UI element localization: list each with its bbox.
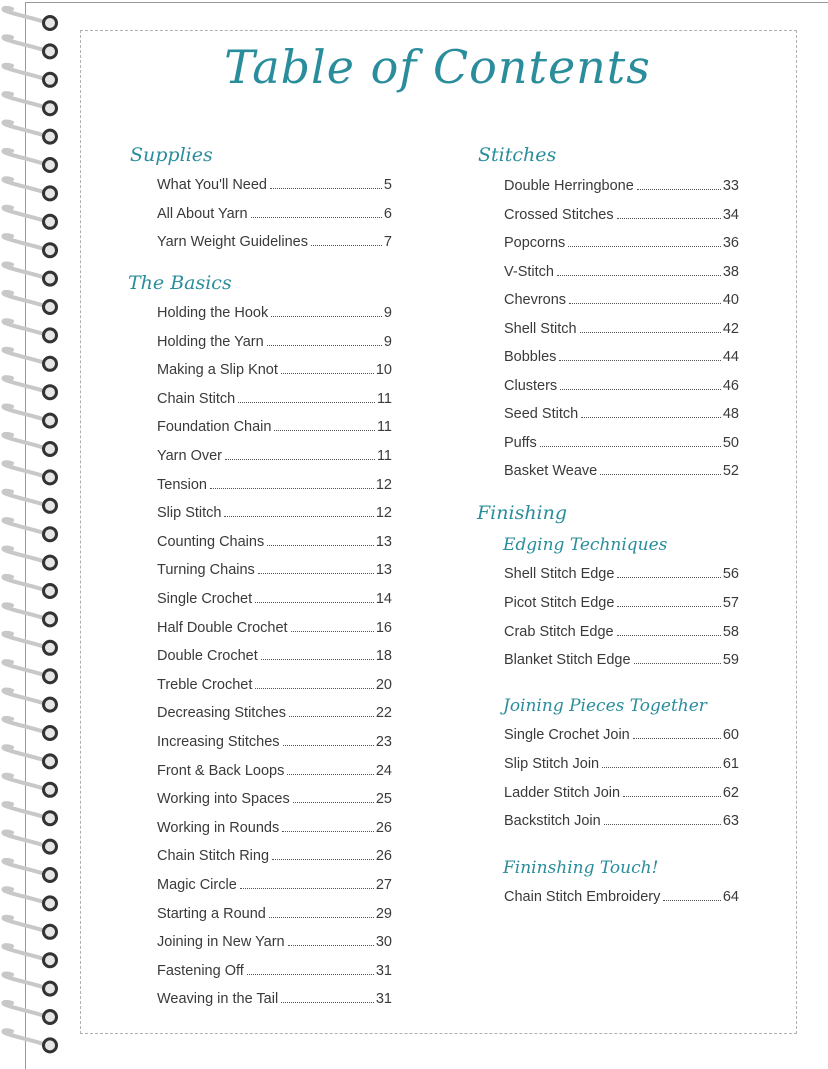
spiral-ring (3, 36, 56, 58)
page-number: 38 (722, 263, 739, 280)
spiral-ring (3, 8, 56, 30)
dot-leader (617, 218, 721, 219)
spiral-ring (3, 633, 56, 655)
entry-title: Counting Chains (157, 533, 265, 550)
entry-title: Popcorns (504, 235, 566, 251)
entry-title: Slip Stitch Join (504, 755, 600, 772)
entry-title: All About Yarn (157, 205, 248, 222)
entry-title: Yarn Weight Guidelines (157, 234, 308, 251)
dot-leader (557, 275, 721, 276)
toc-entry[interactable] (157, 875, 392, 895)
entry-title: Crab Stitch Edge (504, 623, 614, 640)
entry-title: Single Crochet (157, 591, 253, 607)
toc-entry[interactable] (157, 818, 392, 838)
dot-leader (267, 545, 374, 546)
entry-title: Making a Slip Knot (157, 362, 278, 379)
page-number: 34 (722, 206, 739, 223)
page-number: 29 (375, 905, 392, 922)
toc-entry[interactable] (157, 675, 392, 695)
spiral-ring (3, 150, 56, 172)
page-number: 12 (375, 476, 392, 493)
section-heading: Stitches (478, 144, 557, 166)
spiral-ring (3, 576, 56, 598)
spiral-ring (3, 462, 56, 484)
entry-title: Double Crochet (157, 648, 258, 665)
entry-title: Tension (157, 476, 207, 493)
dot-leader (247, 974, 374, 975)
dot-leader (255, 688, 373, 689)
dot-leader (281, 1002, 374, 1003)
toc-entry[interactable] (504, 887, 739, 907)
toc-entry[interactable] (504, 205, 739, 225)
page-number: 25 (375, 791, 392, 808)
entry-title: Shell Stitch Edge (504, 566, 615, 582)
entry-title: Ladder Stitch Join (504, 784, 621, 801)
toc-entry[interactable] (157, 332, 392, 352)
dot-leader (634, 663, 721, 664)
page-number: 62 (722, 784, 739, 801)
spiral-ring (3, 803, 56, 825)
spiral-ring (3, 718, 56, 740)
dot-leader (633, 738, 721, 739)
page-number: 50 (722, 434, 739, 451)
page-number: 10 (375, 362, 392, 379)
dot-leader (283, 745, 374, 746)
toc-entry[interactable] (157, 618, 392, 638)
spiral-ring (3, 917, 56, 939)
spiral-ring (3, 320, 56, 342)
spiral-ring (3, 519, 56, 541)
spiral-ring (3, 491, 56, 513)
entry-title: Puffs (504, 434, 537, 451)
page-number: 31 (375, 962, 392, 979)
dot-leader (617, 635, 721, 636)
toc-entry[interactable] (504, 290, 739, 310)
page-number: 11 (376, 390, 392, 407)
entry-title: Double Herringbone (504, 178, 634, 194)
dot-leader (617, 577, 720, 578)
entry-title: Shell Stitch (504, 320, 577, 337)
section-heading: Finishing (477, 502, 568, 524)
entry-title: Treble Crochet (157, 676, 253, 693)
entry-title: Chevrons (504, 292, 567, 308)
toc-entry[interactable] (504, 725, 739, 745)
entry-title: Half Double Crochet (157, 619, 288, 636)
page-number: 46 (722, 377, 739, 394)
page-number: 13 (375, 533, 392, 550)
dot-leader (261, 659, 374, 660)
spiral-ring (3, 377, 56, 399)
spiral-ring (3, 235, 56, 257)
section-heading: Fininshing Touch! (503, 858, 659, 878)
spiral-ring (3, 775, 56, 797)
spiral-ring (3, 945, 56, 967)
entry-title: Chain Stitch (157, 390, 236, 407)
toc-entry[interactable] (157, 904, 392, 924)
dot-leader (289, 716, 374, 717)
page-number: 16 (375, 619, 392, 636)
page-number: 11 (376, 419, 392, 436)
toc-entry[interactable] (504, 564, 739, 584)
page-number: 7 (383, 234, 392, 251)
dot-leader (580, 332, 721, 333)
entry-title: Blanket Stitch Edge (504, 652, 631, 669)
page-number: 48 (722, 406, 739, 422)
entry-title: Starting a Round (157, 905, 266, 922)
spiral-ring (3, 604, 56, 626)
dot-leader (270, 188, 382, 189)
spiral-ring (3, 1002, 56, 1024)
page-number: 59 (722, 652, 739, 669)
entry-title: Crossed Stitches (504, 206, 614, 223)
dot-leader (288, 945, 374, 946)
dot-leader (255, 602, 374, 603)
spiral-ring (3, 974, 56, 996)
spiral-ring (3, 690, 56, 712)
entry-title: Holding the Yarn (157, 333, 264, 350)
spiral-ring (3, 264, 56, 286)
toc-entry[interactable] (157, 360, 392, 380)
dot-leader (559, 360, 720, 361)
page-number: 61 (722, 755, 739, 772)
toc-entry[interactable] (504, 404, 739, 424)
page-number: 18 (375, 648, 392, 665)
toc-entry[interactable] (157, 446, 392, 466)
toc-entry[interactable] (157, 560, 392, 580)
dot-leader (293, 802, 374, 803)
section-heading: Edging Techniques (503, 535, 668, 555)
toc-entry[interactable] (504, 461, 739, 481)
spiral-ring (3, 661, 56, 683)
dot-leader (623, 796, 721, 797)
toc-entry[interactable] (157, 503, 392, 523)
entry-title: Holding the Hook (157, 305, 269, 321)
dot-leader (637, 189, 721, 190)
spiral-ring (3, 1030, 56, 1052)
entry-title: Decreasing Stitches (157, 705, 286, 722)
section-heading: Joining Pieces Together (503, 696, 707, 716)
page-number: 40 (722, 292, 739, 308)
toc-entry[interactable] (157, 532, 392, 552)
entry-title: Yarn Over (157, 448, 223, 464)
page-number: 13 (375, 562, 392, 579)
entry-title: Increasing Stitches (157, 734, 280, 750)
entry-title: Slip Stitch (157, 505, 222, 522)
toc-entry[interactable] (157, 389, 392, 409)
page-number: 23 (375, 734, 392, 750)
toc-entry[interactable] (157, 589, 392, 609)
toc-entry[interactable] (504, 319, 739, 339)
spiral-ring (3, 122, 56, 144)
page-number: 26 (375, 819, 392, 836)
page-number: 12 (375, 505, 392, 522)
entry-title: Front & Back Loops (157, 762, 285, 779)
page-number: 20 (375, 676, 392, 693)
page-number: 6 (383, 205, 392, 222)
page-number: 36 (722, 235, 739, 251)
spiral-ring (3, 207, 56, 229)
entry-title: Chain Stitch Embroidery (504, 889, 661, 905)
toc-entry[interactable] (157, 846, 392, 866)
page-number: 60 (722, 727, 739, 743)
dot-leader (271, 316, 382, 317)
entry-title: Bobbles (504, 349, 557, 365)
page-number: 14 (375, 591, 392, 607)
spiral-ring (3, 65, 56, 87)
page-title: Table of Contents (224, 40, 651, 94)
dot-leader (224, 516, 373, 517)
spiral-ring (3, 888, 56, 910)
section-heading: The Basics (128, 272, 232, 294)
dot-leader (258, 573, 374, 574)
dot-leader (617, 606, 720, 607)
entry-title: Fastening Off (157, 962, 244, 979)
toc-entry[interactable] (157, 204, 392, 224)
dot-leader (274, 430, 374, 431)
page-number: 30 (375, 934, 392, 951)
page-number: 5 (383, 177, 392, 193)
spiral-ring (3, 548, 56, 570)
page-number: 11 (376, 448, 392, 464)
toc-entry[interactable] (157, 303, 392, 323)
dot-leader (251, 217, 382, 218)
dot-leader (291, 631, 374, 632)
page-number: 57 (722, 594, 739, 611)
entry-title: Working into Spaces (157, 791, 290, 808)
dot-leader (240, 888, 374, 889)
toc-entry[interactable] (504, 433, 739, 453)
entry-title: Seed Stitch (504, 406, 579, 422)
dot-leader (568, 246, 721, 247)
entry-title: Foundation Chain (157, 419, 272, 436)
entry-title: What You'll Need (157, 177, 267, 193)
page-number: 33 (722, 178, 739, 194)
toc-entry[interactable] (157, 732, 392, 752)
spiral-ring (3, 406, 56, 428)
toc-entry[interactable] (157, 989, 392, 1009)
spiral-ring (3, 93, 56, 115)
dot-leader (569, 303, 721, 304)
page-number: 26 (375, 848, 392, 865)
entry-title: Working in Rounds (157, 819, 280, 836)
spiral-ring (3, 832, 56, 854)
entry-title: Chain Stitch Ring (157, 848, 270, 865)
entry-title: Weaving in the Tail (157, 991, 279, 1008)
dot-leader (282, 831, 374, 832)
dot-leader (272, 859, 374, 860)
toc-entry[interactable] (157, 789, 392, 809)
page-number: 27 (375, 877, 392, 893)
section-heading: Supplies (130, 144, 213, 166)
toc-entry[interactable] (504, 262, 739, 282)
spiral-ring (3, 349, 56, 371)
toc-entry[interactable] (504, 233, 739, 253)
page-number: 44 (722, 349, 739, 365)
page-number: 9 (383, 305, 392, 321)
toc-entry[interactable] (504, 622, 739, 642)
dot-leader (540, 446, 721, 447)
dot-leader (287, 774, 374, 775)
spiral-ring (3, 746, 56, 768)
page-number: 42 (722, 320, 739, 337)
toc-entry[interactable] (504, 783, 739, 803)
toc-entry[interactable] (157, 475, 392, 495)
toc-entry[interactable] (504, 650, 739, 670)
page-number: 56 (722, 566, 739, 582)
toc-entry[interactable] (504, 176, 739, 196)
spiral-ring (3, 178, 56, 200)
entry-title: Single Crochet Join (504, 727, 630, 743)
toc-entry[interactable] (504, 376, 739, 396)
page-number: 64 (722, 889, 739, 905)
dot-leader (210, 488, 374, 489)
entry-title: Magic Circle (157, 877, 237, 893)
spiral-ring (3, 860, 56, 882)
toc-entry[interactable] (157, 703, 392, 723)
toc-entry[interactable] (504, 811, 739, 831)
toc-entry[interactable] (504, 593, 739, 613)
dot-leader (560, 389, 721, 390)
page-number: 63 (722, 813, 739, 830)
entry-title: Turning Chains (157, 562, 255, 579)
spiral-binding (0, 0, 70, 1068)
toc-entry[interactable] (157, 932, 392, 952)
dot-leader (269, 917, 374, 918)
page-number: 58 (722, 623, 739, 640)
entry-title: Clusters (504, 377, 558, 394)
dot-leader (267, 345, 382, 346)
dot-leader (311, 245, 382, 246)
dot-leader (600, 474, 721, 475)
entry-title: Basket Weave (504, 463, 598, 479)
toc-entry[interactable] (504, 754, 739, 774)
dot-leader (604, 824, 721, 825)
toc-entry[interactable] (157, 417, 392, 437)
entry-title: Backstitch Join (504, 813, 601, 830)
page-number: 22 (375, 705, 392, 722)
dot-leader (281, 373, 374, 374)
toc-entry[interactable] (157, 175, 392, 195)
entry-title: Picot Stitch Edge (504, 594, 615, 611)
spiral-ring (3, 292, 56, 314)
dot-leader (238, 402, 375, 403)
entry-title: V-Stitch (504, 263, 554, 280)
dot-leader (663, 900, 721, 901)
toc-entry[interactable] (157, 761, 392, 781)
dot-leader (225, 459, 375, 460)
toc-entry[interactable] (157, 232, 392, 252)
entry-title: Joining in New Yarn (157, 934, 285, 951)
dot-leader (581, 417, 721, 418)
spiral-ring (3, 434, 56, 456)
toc-entry[interactable] (157, 646, 392, 666)
dot-leader (602, 767, 721, 768)
page-number: 9 (383, 333, 392, 350)
toc-entry[interactable] (504, 347, 739, 367)
page-number: 31 (375, 991, 392, 1008)
toc-entry[interactable] (157, 961, 392, 981)
page-number: 52 (722, 463, 739, 479)
page-number: 24 (375, 762, 392, 779)
